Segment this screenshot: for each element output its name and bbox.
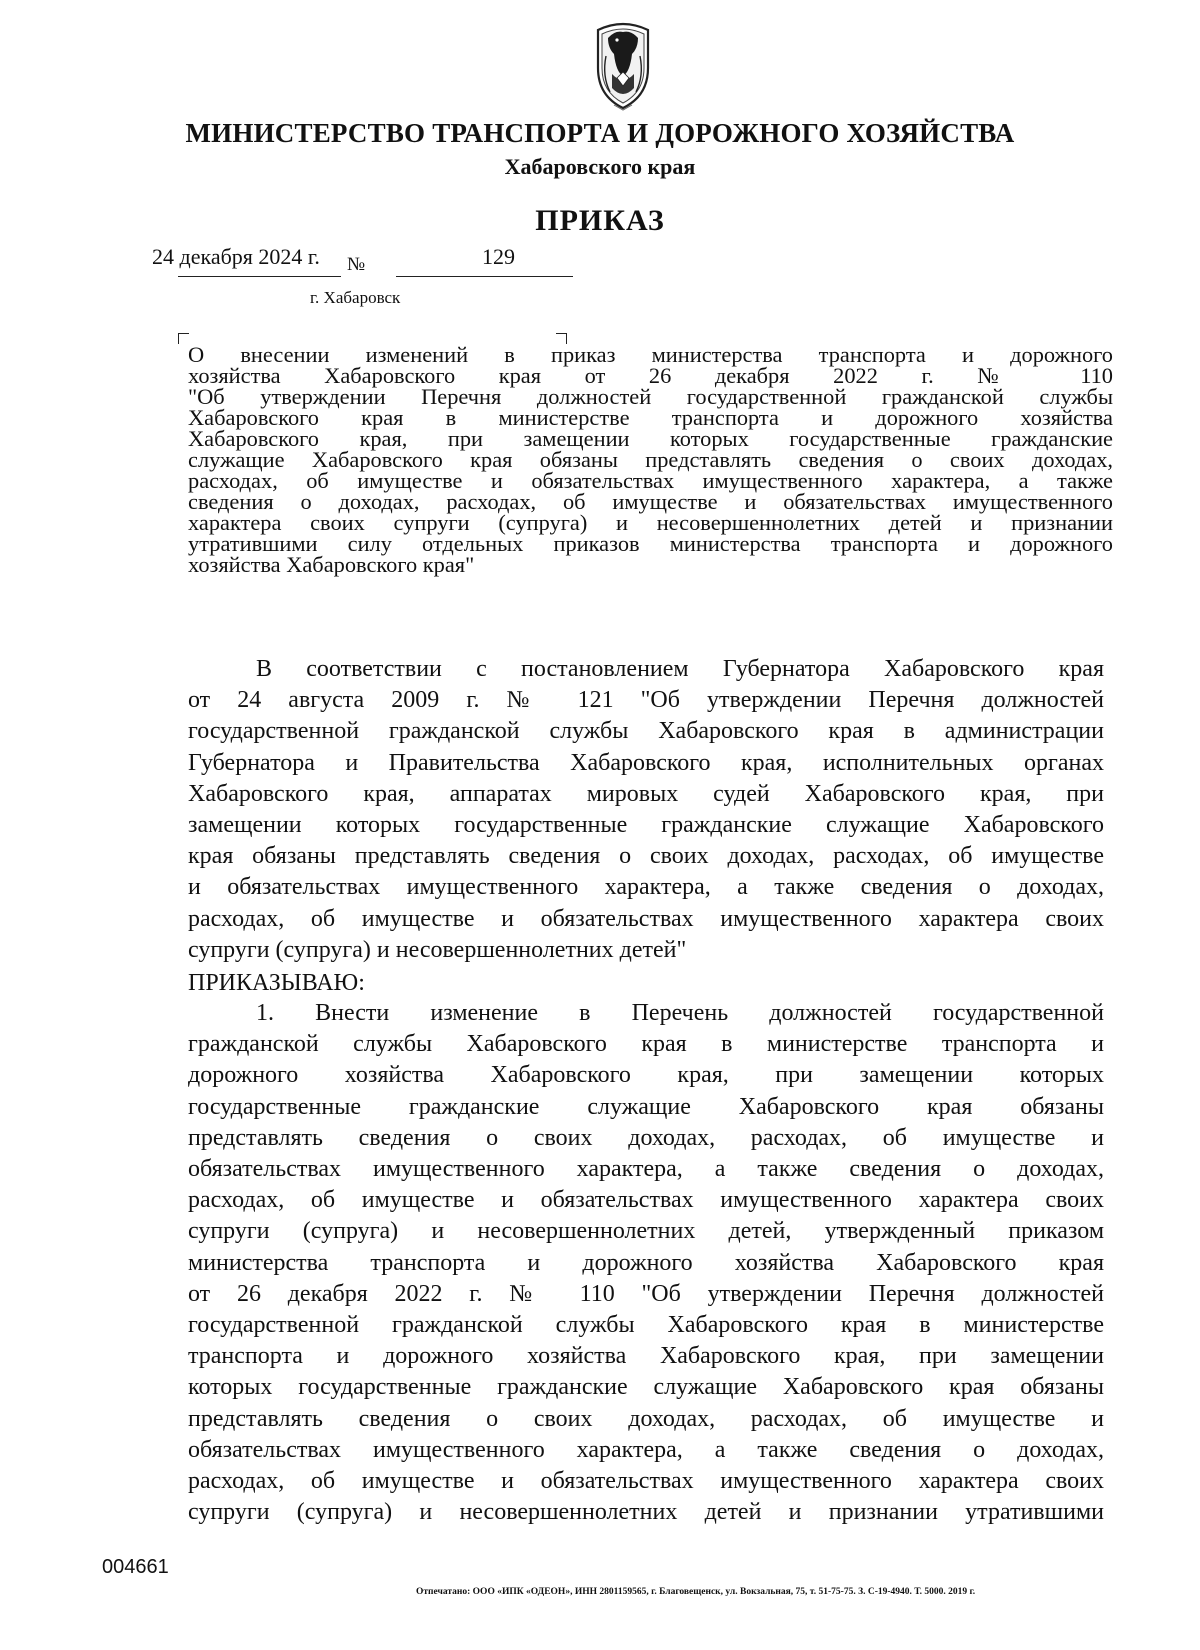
number-sign: № (347, 254, 366, 275)
item-line: дорожного хозяйства Хабаровского края, при замещении которых (188, 1062, 1104, 1089)
subject-line: утратившими силу отдельных приказов министерства транспорта и дорожного (188, 531, 1113, 556)
subject-line: "Об утверждении Перечня должностей государственной гражданской службы (188, 384, 1113, 409)
region-name: Хабаровского края (504, 154, 696, 179)
item-line: супруги (супруга) и несовершеннолетних детей, утвержденный приказом (188, 1218, 1104, 1245)
preamble-line: и обязательствах имущественного характера, а также сведения о доходах, (188, 874, 1104, 901)
subject-line: расходах, об имуществе и обязательствах имущественного характера, а также (188, 468, 1113, 493)
form-code: 004661 (102, 1556, 169, 1578)
decree-word: ПРИКАЗЫВАЮ: (188, 970, 365, 996)
item-line: супруги (супруга) и несовершеннолетних детей и признании утратившими (188, 1499, 1104, 1526)
item-line: обязательствах имущественного характера, а также сведения о доходах, (188, 1156, 1104, 1183)
order-date: 24 декабря 2024 г. (152, 244, 320, 269)
item-line: представлять сведения о своих доходах, расходах, об имуществе и (188, 1405, 1104, 1432)
number-underline (396, 276, 573, 277)
item-line: от 26 декабря 2022 г. № 110 "Об утверждении Перечня должностей (188, 1280, 1104, 1307)
preamble-line: расходах, об имуществе и обязательствах имущественного характера своих (188, 905, 1104, 932)
preamble-line: Хабаровского края, аппаратах мировых судей Хабаровского края, при (188, 780, 1104, 807)
date-underline (178, 276, 341, 277)
item-line: государственной гражданской службы Хабаровского края в министерстве (188, 1312, 1104, 1339)
item-line: 1. Внести изменение в Перечень должностей государственной (256, 1000, 1104, 1026)
item-line: транспорта и дорожного хозяйства Хабаровского края, при замещении (188, 1343, 1104, 1370)
coat-of-arms-icon (584, 16, 662, 112)
subject-line: Хабаровского края, при замещении которых государственные гражданские (188, 426, 1113, 451)
preamble-line: от 24 августа 2009 г. № 121 "Об утверждении Перечня должностей (188, 687, 1104, 714)
printer-imprint: Отпечатано: ООО «ИПК «ОДЕОН», ИНН 2801159565, г. Благовещенск, ул. Вокзальная, 75, т. 51-75-75. З. С-19-4940. Т. 5000. 2019 г. (416, 1587, 976, 1597)
preamble-paragraph (188, 654, 1104, 966)
preamble-line: Губернатора и Правительства Хабаровского края, исполнительных органах (188, 749, 1104, 776)
subject-line: Хабаровского края в министерстве транспорта и дорожного хозяйства (188, 405, 1113, 430)
preamble-line: государственной гражданской службы Хабаровского края в администрации (188, 718, 1104, 745)
subject-line: хозяйства Хабаровского края от 26 декабря 2022 г. № 110 (188, 363, 1113, 388)
ministry-name: МИНИСТЕРСТВО ТРАНСПОРТА И ДОРОЖНОГО ХОЗЯЙСТВА (185, 118, 1015, 148)
item-line: министерства транспорта и дорожного хозяйства Хабаровского края (188, 1249, 1104, 1276)
item-line: гражданской службы Хабаровского края в министерстве транспорта и (188, 1031, 1104, 1058)
order-number: 129 (482, 244, 515, 269)
city: г. Хабаровск (310, 288, 401, 307)
order-subject (188, 344, 1113, 575)
preamble-line: супруги (супруга) и несовершеннолетних детей" (188, 936, 687, 963)
subject-line: хозяйства Хабаровского края" (188, 552, 475, 577)
item-line: представлять сведения о своих доходах, расходах, об имуществе и (188, 1124, 1104, 1151)
item-line: расходах, об имуществе и обязательствах имущественного характера своих (188, 1187, 1104, 1214)
subject-line: сведения о доходах, расходах, об имуществе и обязательствах имущественного (188, 489, 1113, 514)
subject-line: О внесении изменений в приказ министерства транспорта и дорожного (188, 342, 1113, 367)
preamble-line: В соответствии с постановлением Губернатора Хабаровского края (256, 656, 1104, 682)
order-item-1 (188, 998, 1104, 1528)
subject-line: служащие Хабаровского края обязаны представлять сведения о своих доходах, (188, 447, 1113, 472)
preamble-line: замещении которых государственные гражданские служащие Хабаровского (188, 812, 1104, 839)
preamble-line: края обязаны представлять сведения о своих доходах, расходах, об имуществе (188, 843, 1104, 870)
item-line: обязательствах имущественного характера, а также сведения о доходах, (188, 1436, 1104, 1463)
item-line: расходах, об имуществе и обязательствах имущественного характера своих (188, 1468, 1104, 1495)
subject-line: характера своих супруги (супруга) и несовершеннолетних детей и признании (188, 510, 1113, 535)
item-line: государственные гражданские служащие Хабаровского края обязаны (188, 1093, 1104, 1120)
document-type: ПРИКАЗ (535, 204, 665, 237)
item-line: которых государственные гражданские служащие Хабаровского края обязаны (188, 1374, 1104, 1401)
